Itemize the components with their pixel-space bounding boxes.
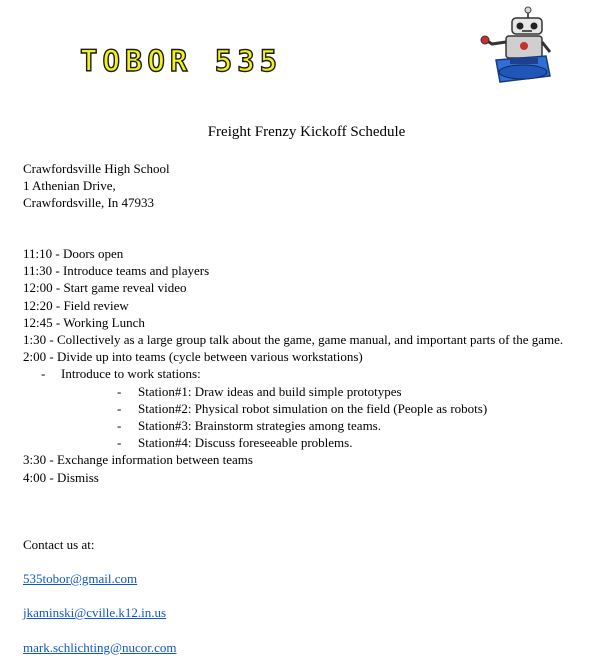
schedule-subitem	[23, 365, 563, 382]
address-line: Crawfordsville, In 47933	[23, 195, 155, 210]
schedule-item: 11:10 - Doors open	[23, 246, 124, 261]
schedule-item: 1:30 - Collectively as a large group talk about the game, game manual, and important parts of the game.	[23, 332, 564, 348]
list-dash: -	[117, 400, 122, 416]
list-dash: -	[117, 383, 122, 399]
schedule-item: 12:45 - Working Lunch	[23, 314, 145, 330]
schedule-item: 11:30 - Introduce teams and players	[23, 263, 210, 279]
station-item	[23, 400, 563, 417]
schedule-list	[23, 245, 563, 486]
schedule-item: 3:30 - Exchange information between teams	[23, 452, 253, 468]
contact-label: Contact us at:	[23, 537, 95, 552]
list-dash: -	[117, 435, 122, 451]
address-line: Crawfordsville High School	[23, 161, 170, 176]
email-link-schlichting[interactable]: mark.schlichting@nucor.com	[23, 640, 177, 655]
email-link-tobor[interactable]: 535tobor@gmail.com	[23, 571, 138, 586]
subitem-text: Introduce to work stations:	[61, 366, 201, 382]
address-block	[23, 160, 170, 211]
station-item	[23, 383, 563, 400]
page-title: Freight Frenzy Kickoff Schedule	[207, 124, 406, 140]
station-item	[23, 417, 563, 434]
schedule-item: 12:20 - Field review	[23, 297, 129, 313]
schedule-item: 2:00 - Divide up into teams (cycle between various workstations)	[23, 349, 363, 365]
schedule-item: 12:00 - Start game reveal video	[23, 280, 187, 296]
station-item	[23, 434, 563, 451]
schedule-item: 4:00 - Dismiss	[23, 469, 99, 485]
station-text: Station#1: Draw ideas and build simple prototypes	[138, 383, 402, 399]
list-dash: -	[41, 366, 46, 382]
station-text: Station#3: Brainstorm strategies among teams.	[138, 418, 381, 434]
station-text: Station#4: Discuss foreseeable problems.	[138, 435, 353, 451]
robot-mascot-icon	[476, 6, 554, 86]
email-link-kaminski[interactable]: jkaminski@cville.k12.in.us	[23, 605, 167, 620]
address-line: 1 Athenian Drive,	[23, 178, 116, 193]
station-text: Station#2: Physical robot simulation on the field (People as robots)	[138, 400, 488, 416]
team-logo-text: TOBOR 535	[80, 44, 283, 78]
list-dash: -	[117, 418, 122, 434]
